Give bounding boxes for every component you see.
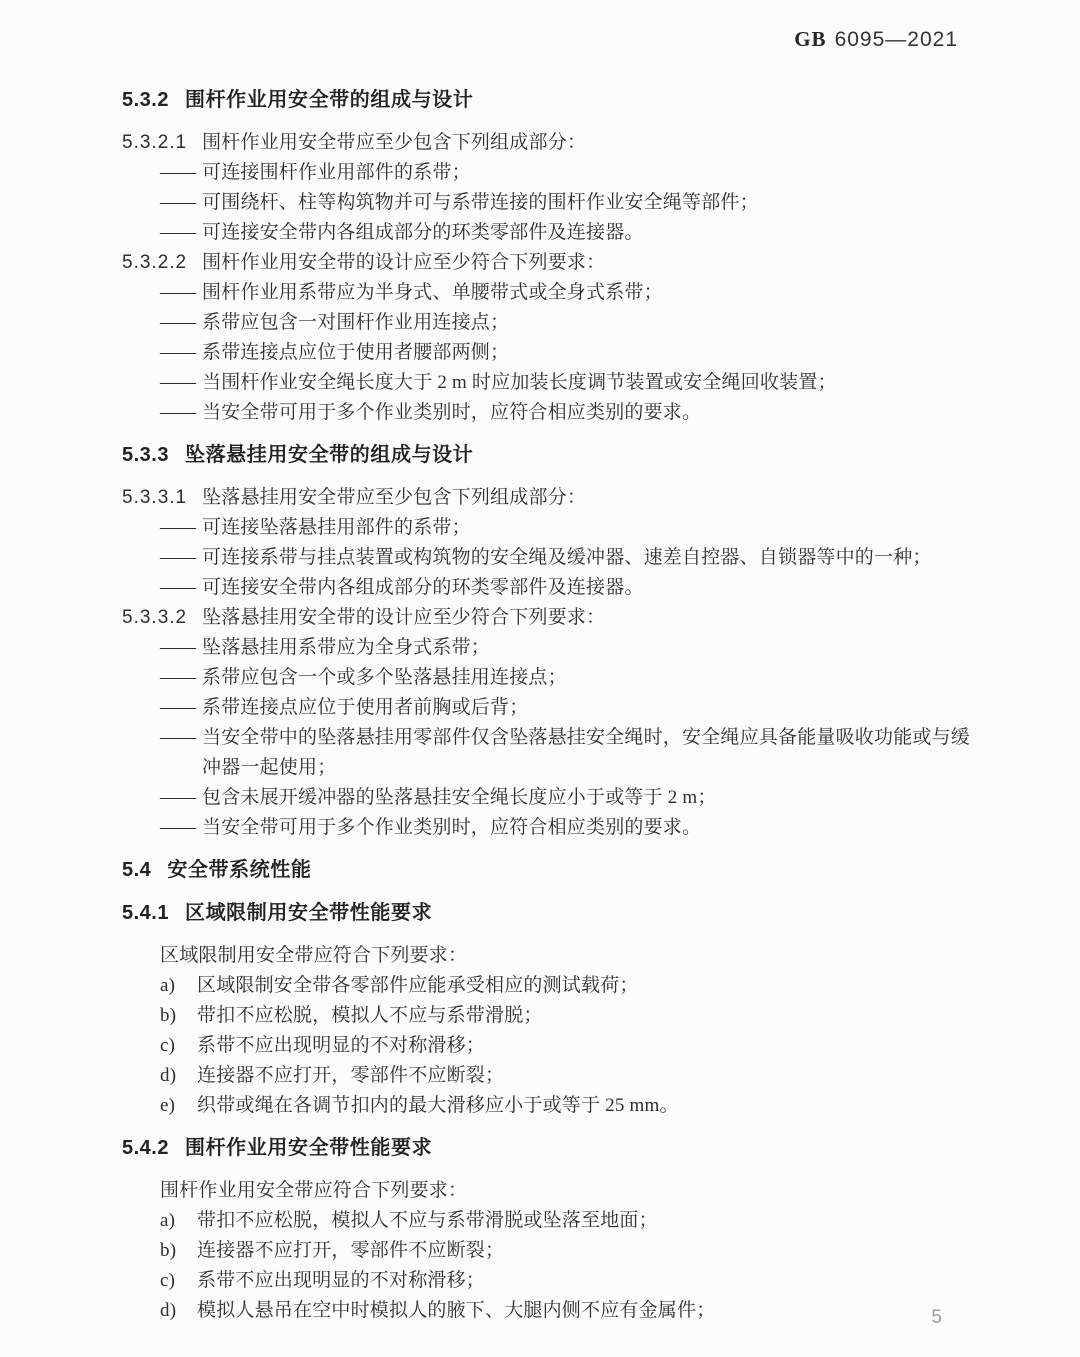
item-text: 可连接坠落悬挂用部件的系带；	[202, 517, 471, 538]
dash-marker: ——	[160, 727, 194, 748]
item-text: 当围杆作业安全绳长度大于 2 m 时应加装长度调节装置或安全绳回收装置；	[202, 372, 837, 393]
standard-prefix: GB	[794, 27, 827, 51]
clause-number: 5.3.2.1	[122, 132, 188, 153]
lettered-list-item	[122, 1031, 970, 1061]
dash-list-item	[122, 158, 970, 188]
dash-list-item	[122, 783, 970, 813]
section-number: 5.4.2	[122, 1137, 169, 1159]
dash-marker: ——	[160, 402, 194, 423]
clause-number: 5.3.3.2	[122, 607, 188, 628]
section-heading	[122, 855, 970, 885]
clause-text: 围杆作业用安全带的设计应至少符合下列要求：	[202, 252, 606, 273]
item-text: 连接器不应打开，零部件不应断裂；	[197, 1240, 505, 1261]
section-number: 5.3.3	[122, 444, 169, 466]
dash-marker: ——	[160, 577, 194, 598]
section-number: 5.4	[122, 859, 152, 881]
document-header	[0, 0, 1080, 53]
item-text: 围杆作业用系带应为半身式、单腰带式或全身式系带；	[202, 282, 663, 303]
section-number: 5.4.1	[122, 902, 169, 924]
dash-marker: ——	[160, 372, 194, 393]
item-text: 系带应包含一个或多个坠落悬挂用连接点；	[202, 667, 567, 688]
section-title: 安全带系统性能	[167, 859, 312, 881]
item-text: 包含未展开缓冲器的坠落悬挂安全绳长度应小于或等于 2 m；	[202, 787, 717, 808]
dash-list-item	[122, 513, 970, 543]
section-heading	[122, 440, 970, 470]
item-text: 可连接系带与挂点装置或构筑物的安全绳及缓冲器、速差自控器、自锁器等中的一种；	[202, 547, 932, 568]
lettered-list-item	[122, 1236, 970, 1266]
item-text: 系带不应出现明显的不对称滑移；	[197, 1035, 486, 1056]
dash-marker: ——	[160, 547, 194, 568]
item-letter: c)	[160, 1270, 176, 1291]
paragraph	[122, 941, 970, 971]
clause-number: 5.3.3.1	[122, 487, 188, 508]
item-text: 当安全带中的坠落悬挂用零部件仅含坠落悬挂安全绳时，安全绳应具备能量吸收功能或与缓冲器一起使用；	[202, 727, 971, 778]
section-heading	[122, 85, 970, 115]
dash-list-item	[122, 813, 970, 843]
lettered-list-item	[122, 1001, 970, 1031]
paragraph-text: 区域限制用安全带应符合下列要求：	[160, 945, 468, 966]
section-title: 围杆作业用安全带的组成与设计	[184, 89, 474, 111]
clause-number: 5.3.2.2	[122, 252, 188, 273]
item-letter: d)	[160, 1065, 177, 1086]
dash-marker: ——	[160, 667, 194, 688]
clause	[122, 128, 970, 158]
item-text: 可连接安全带内各组成部分的环类零部件及连接器。	[202, 577, 644, 598]
item-letter: a)	[160, 1210, 176, 1231]
dash-marker: ——	[160, 162, 194, 183]
dash-list-item	[122, 368, 970, 398]
dash-list-item	[122, 308, 970, 338]
item-text: 坠落悬挂用系带应为全身式系带；	[202, 637, 491, 658]
item-text: 可围绕杆、柱等构筑物并可与系带连接的围杆作业安全绳等部件；	[202, 192, 759, 213]
clause-text: 坠落悬挂用安全带的设计应至少符合下列要求：	[202, 607, 606, 628]
item-text: 可连接安全带内各组成部分的环类零部件及连接器。	[202, 222, 644, 243]
item-letter: b)	[160, 1005, 177, 1026]
dash-list-item	[122, 188, 970, 218]
section-title: 坠落悬挂用安全带的组成与设计	[184, 444, 474, 466]
dash-marker: ——	[160, 192, 194, 213]
item-letter: b)	[160, 1240, 177, 1261]
dash-list-item	[122, 218, 970, 248]
paragraph	[122, 1176, 970, 1206]
lettered-list-item	[122, 1266, 970, 1296]
dash-marker: ——	[160, 637, 194, 658]
item-text: 系带不应出现明显的不对称滑移；	[197, 1270, 486, 1291]
item-text: 系带连接点应位于使用者腰部两侧；	[202, 342, 510, 363]
dash-list-item	[122, 573, 970, 603]
dash-list-item	[122, 338, 970, 368]
item-letter: c)	[160, 1035, 176, 1056]
item-text: 连接器不应打开，零部件不应断裂；	[197, 1065, 505, 1086]
lettered-list-item	[122, 1061, 970, 1091]
dash-marker: ——	[160, 312, 194, 333]
clause	[122, 603, 970, 633]
item-letter: a)	[160, 975, 176, 996]
lettered-list-item	[122, 1296, 970, 1326]
section-title: 围杆作业用安全带性能要求	[184, 1137, 433, 1159]
section-heading	[122, 1133, 970, 1163]
item-text: 当安全带可用于多个作业类别时，应符合相应类别的要求。	[202, 817, 702, 838]
item-letter: d)	[160, 1300, 177, 1321]
dash-list-item	[122, 543, 970, 573]
item-text: 当安全带可用于多个作业类别时，应符合相应类别的要求。	[202, 402, 702, 423]
dash-marker: ——	[160, 817, 194, 838]
dash-list-item	[122, 398, 970, 428]
lettered-list-item	[122, 1206, 970, 1236]
dash-marker: ——	[160, 697, 194, 718]
section-heading	[122, 898, 970, 928]
dash-marker: ——	[160, 282, 194, 303]
paragraph-text: 围杆作业用安全带应符合下列要求：	[160, 1180, 468, 1201]
lettered-list-item	[122, 971, 970, 1001]
dash-list-item	[122, 633, 970, 663]
clause	[122, 483, 970, 513]
page-number: 5	[931, 1307, 942, 1328]
section-title: 区域限制用安全带性能要求	[184, 902, 433, 924]
dash-list-item	[122, 278, 970, 308]
item-text: 带扣不应松脱，模拟人不应与系带滑脱或坠落至地面；	[197, 1210, 658, 1231]
item-text: 带扣不应松脱，模拟人不应与系带滑脱；	[197, 1005, 543, 1026]
item-text: 系带连接点应位于使用者前胸或后背；	[202, 697, 529, 718]
standard-number: 6095—2021	[834, 28, 958, 51]
item-text: 系带应包含一对围杆作业用连接点；	[202, 312, 510, 333]
dash-marker: ——	[160, 222, 194, 243]
section-number: 5.3.2	[122, 89, 169, 111]
item-text: 可连接围杆作业用部件的系带；	[202, 162, 471, 183]
dash-marker: ——	[160, 517, 194, 538]
item-letter: e)	[160, 1095, 176, 1116]
document-body	[0, 53, 1080, 1326]
dash-marker: ——	[160, 787, 194, 808]
dash-list-item	[122, 693, 970, 723]
item-text: 织带或绳在各调节扣内的最大滑移应小于或等于 25 mm。	[197, 1095, 679, 1116]
lettered-list-item	[122, 1091, 970, 1121]
clause	[122, 248, 970, 278]
clause-text: 围杆作业用安全带应至少包含下列组成部分：	[202, 132, 587, 153]
dash-list-item	[122, 723, 970, 783]
dash-marker: ——	[160, 342, 194, 363]
dash-list-item	[122, 663, 970, 693]
clause-text: 坠落悬挂用安全带应至少包含下列组成部分：	[202, 487, 587, 508]
item-text: 区域限制安全带各零部件应能承受相应的测试载荷；	[197, 975, 639, 996]
item-text: 模拟人悬吊在空中时模拟人的腋下、大腿内侧不应有金属件；	[197, 1300, 716, 1321]
